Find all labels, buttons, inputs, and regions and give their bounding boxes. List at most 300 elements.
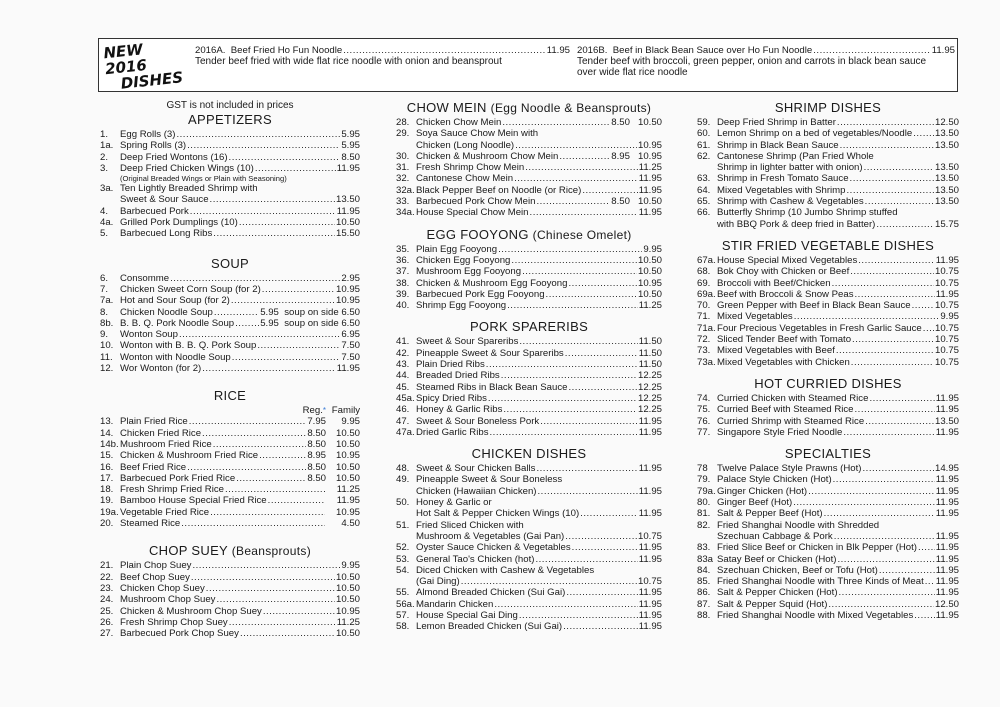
menu-item [697,393,959,404]
item-price: 12.25 [637,370,662,382]
item-name: Salt & Pepper Squid (Hot) [717,598,828,610]
item-note: (Original Breaded Wings or Plain with Seasoning) [120,174,287,184]
item-price-small: 8.50 [611,117,630,128]
item-name: Fresh Shrimp Chow Mein [416,162,525,174]
menu-item [697,345,959,356]
item-price: 11.50 [638,359,662,371]
item-name: Plain Dried Ribs [416,359,485,371]
menu-item [396,289,662,300]
new-dishes-banner [98,38,958,92]
item-number: 71a. [697,322,716,334]
item-price: 11.95 [935,392,959,404]
item-price: 11.95 [638,173,662,185]
item-price: 10.95 [637,277,662,289]
item-name: Pineapple Sweet & Sour Spareribs [416,347,564,359]
item-number: 79a. [697,485,716,497]
menu-item [396,255,662,266]
menu-item [396,542,662,553]
item-name: Ginger Chicken (Hot) [717,485,808,497]
item-name: House Special Chow Mein [416,207,529,219]
section-title: CHICKEN DISHES [471,446,587,462]
menu-item [697,599,959,610]
section-title: EGG FOOYONG (Chinese Omelet) [426,226,632,242]
item-price: 11.95 [638,553,662,565]
item-name: Honey & Garlic Ribs [416,404,503,416]
item-name: with BBQ Pork & deep fried in Batter) [717,218,876,230]
section-title: SHRIMP DISHES [774,100,882,115]
menu-item: 5. Barbecued Long Ribs ..... 15.50 [100,228,360,239]
item-name: Almond Breaded Chicken (Sui Gai) [416,587,566,599]
banner-title-line1: NEW 2016 [102,40,148,79]
item-number: 48. [396,463,410,475]
item-name: House Special Gai Ding [416,609,518,621]
dish-description: Tender beef fried with wide flat rice noodle with onion and beansprout [195,56,502,68]
item-number: 47. [396,415,410,427]
menu-item: 24. Mushroom Chop Suey ..... 10.50 [100,594,360,605]
item-price: 11.95 [935,426,959,438]
section-specialties [697,446,959,621]
menu-item [396,348,662,359]
item-number: 28. [396,117,410,128]
item-number: 37. [396,266,410,278]
section-title: RICE [213,388,247,404]
item-name: Twelve Palace Style Prawns (Hot) [717,463,862,475]
item-name: House Special Mixed Vegetables [717,254,858,266]
item-price: 13.50 [934,196,959,208]
item-name: Curried Shrimp with Steamed Rice [717,415,865,427]
menu-item [396,587,662,598]
item-name: Chicken Chow Mein [416,117,502,128]
item-number: 73a. [697,356,716,368]
item-name: Cantonese Chow Mein [416,173,514,185]
item-number: 47a. [396,426,415,438]
item-number: 85. [697,576,711,588]
menu-item: 14. Chicken Fried Rice ..... 8.50 10.50 [100,428,360,439]
section-title: HOT CURRIED DISHES [754,375,902,391]
new-dish-2016b [577,45,955,78]
item-name: Spicy Dried Ribs [416,392,487,404]
item-price: 11.95 [638,587,662,599]
item-number: 38. [396,277,410,289]
item-number: 35. [396,243,410,255]
menu-item [697,117,959,128]
menu-item [396,266,662,277]
item-number: 44. [396,370,410,382]
menu-item [697,463,959,474]
menu-item: 14b. Mushroom Fried Rice ..... 8.50 10.50 [100,439,360,450]
item-number: 53. [396,553,410,565]
menu-item: 11. Wonton with Noodle Soup ..... 7.50 [100,352,360,363]
item-price: 12.25 [637,392,662,404]
menu-item [697,151,959,162]
menu-item [697,610,959,621]
menu-item [697,173,959,184]
section-hot-curried [697,376,959,438]
item-name: Sliced Tender Beef with Tomato [717,334,852,346]
item-price: 10.50 [637,196,662,208]
section-egg-fooyong [396,227,662,312]
item-name: Chicken (Hawaiian Chicken) [416,485,537,497]
menu-item [697,334,959,345]
item-price: 11.95 [935,497,959,509]
item-price: 10.75 [934,356,959,368]
item-number: 42. [396,347,410,359]
section-title: SPECIALTIES [784,446,872,462]
item-name: Broccoli with Beef/Chicken [717,277,831,289]
menu-item: 4a. Grilled Pork Dumplings (10) ..... 10.50 [100,217,360,228]
item-number: 60. [697,128,711,140]
menu-item-continued [697,162,959,173]
chow-mein-list [396,117,662,219]
gst-note: GST is not included in prices [166,100,294,111]
menu-item [697,266,959,277]
item-number: 29. [396,128,410,140]
item-number: 66. [697,207,711,219]
item-name: Fried Slice Beef or Chicken in Blk Pepper (Hot) [717,542,917,554]
section-title: CHOW MEIN (Egg Noodle & Beansprouts) [406,100,652,115]
item-price: 11.95 [935,576,959,588]
menu-item [697,497,959,508]
dish-price: 11.95 [931,45,955,56]
item-number: 61. [697,139,711,151]
menu-item: 1. Egg Rolls (3) ..... 5.95 [100,129,360,140]
item-price: 10.75 [637,576,662,588]
item-price-small: 8.50 [611,196,630,208]
menu-item [697,278,959,289]
menu-item [396,151,662,162]
item-name: Mixed Vegetables with Beef [717,345,835,357]
menu-item [697,185,959,196]
item-price: 11.95 [638,621,662,633]
item-price: 11.50 [638,336,662,348]
item-name: Hot Salt & Pepper Chicken Wings (10) [416,508,580,520]
item-price: 11.95 [935,474,959,486]
menu-item: 17. Barbecued Pork Fried Rice ..... 8.50 10.50 [100,473,360,484]
item-price: 12.50 [934,598,959,610]
item-price: 10.95 [637,150,662,162]
section-stir-fried [697,238,959,368]
item-name: Mixed Vegetables with Chicken [717,356,850,368]
menu-item [396,463,662,474]
item-price: 9.95 [940,311,959,323]
item-name: Mushroom & Vegetables (Gai Pan) [416,530,565,542]
item-name: Green Pepper with Beef in Black Bean Sauce [717,300,911,312]
menu-column-middle [396,100,662,633]
item-price: 11.95 [935,564,959,576]
menu-item [396,207,662,218]
banner-title-line2: DISHES [119,68,184,93]
reg-label: Reg. [302,405,323,417]
item-price: 10.75 [934,300,959,312]
item-number: 51. [396,519,410,531]
item-name: Chicken (Long Noodle) [416,139,515,151]
menu-item [697,311,959,322]
menu-item [697,576,959,587]
item-number: 49. [396,474,410,486]
item-price: 12.25 [637,404,662,416]
menu-item-continued [396,508,662,519]
item-name: Shrimp Egg Fooyong [416,300,507,312]
item-name: Shrimp with Cashew & Vegetables [717,196,864,208]
item-name: Steamed Ribs in Black Bean Sauce [416,381,568,393]
item-number: 81. [697,508,711,520]
item-name: Shrimp in Fresh Tomato Sauce [717,173,849,185]
item-number: 74. [697,392,711,404]
menu-item [396,599,662,610]
item-number: 79. [697,474,711,486]
menu-item [396,162,662,173]
dish-description: over wide flat rice noodle [577,67,688,79]
menu-item: 3a. Ten Lightly Breaded Shrimp with [100,183,258,195]
item-name: Satay Beef or Chicken (Hot) [717,553,837,565]
item-number: 65. [697,196,711,208]
chicken-dishes-list [396,463,662,632]
item-price: 11.95 [638,415,662,427]
item-price: 13.50 [934,415,959,427]
item-number: 52. [396,542,410,554]
item-price: 11.95 [638,508,662,520]
menu-item [396,128,662,139]
menu-item: 8. Chicken Noodle Soup ..... 5.95 soup on side 6.50 [100,307,360,318]
item-name: Four Precious Vegetables in Fresh Garlic Sauce [717,322,922,334]
item-number: 77. [697,426,711,438]
rice-column-headers [100,405,360,416]
menu-item: 10. Wonton with B. B. Q. Pork Soup ..... 7.50 [100,340,360,351]
item-price: 11.95 [935,485,959,497]
menu-item-continued [697,219,959,230]
item-price: 11.25 [638,300,662,312]
item-name: Mixed Vegetables [717,311,793,323]
menu-item-continued: Sweet & Sour Sauce ..... 13.50 [100,194,360,205]
item-number: 32a. [396,184,415,196]
item-price: 9.95 [643,243,662,255]
menu-item: 27. Barbecued Pork Chop Suey ..... 10.50 [100,628,360,639]
item-price: 11.25 [638,162,662,174]
item-name: Fried Shanghai Noodle with Three Kinds of Meat [717,576,924,588]
item-number: 54. [396,564,410,576]
pork-spareribs-list [396,336,662,438]
item-number: 71. [697,311,711,323]
item-number: 34a. [396,207,415,219]
item-name: Palace Style Chicken (Hot) [717,474,832,486]
item-price: 10.50 [637,117,662,128]
item-price: 11.95 [935,542,959,554]
item-name: General Tao's Chicken (hot) [416,553,535,565]
menu-item [396,196,662,207]
menu-item [697,416,959,427]
menu-item [697,565,959,576]
item-number: 41. [396,336,410,348]
item-price: 12.50 [934,117,959,128]
menu-item-continued [396,486,662,497]
item-number: 82. [697,519,711,531]
menu-item: 7. Chicken Sweet Corn Soup (for 2) ..... 10.95 [100,284,360,295]
item-price: 10.75 [637,530,662,542]
item-price: 13.50 [934,184,959,196]
item-number: 63. [697,173,711,185]
item-name: Lemon Shrimp on a bed of vegetables/Noodle [717,128,913,140]
item-price: 11.95 [638,207,662,219]
item-number: 30. [396,150,410,162]
item-price: 11.95 [935,530,959,542]
item-price: 11.95 [935,587,959,599]
item-name: Curried Beef with Steamed Rice [717,404,854,416]
menu-item [396,173,662,184]
item-number: 31. [396,162,410,174]
menu-column-right [697,100,959,621]
section-appetizers [100,112,360,240]
item-number: 87. [697,598,711,610]
item-name: Honey & Garlic or [416,497,492,509]
item-price: 11.95 [638,598,662,610]
menu-item-continued [697,531,959,542]
item-price: 14.95 [934,463,959,475]
item-price: 10.50 [637,266,662,278]
item-number: 59. [697,117,711,128]
item-number: 40. [396,300,410,312]
item-price: 11.95 [638,609,662,621]
item-number: 83. [697,542,711,554]
menu-item: 9. Wonton Soup ..... 6.95 [100,329,360,340]
item-number: 45a. [396,392,415,404]
item-name: Beef with Broccoli & Snow Peas [717,288,854,300]
menu-item: 23. Chicken Chop Suey ..... 10.50 [100,583,360,594]
menu-item: 21. Plain Chop Suey ..... 9.95 [100,560,360,571]
menu-item [396,520,662,531]
menu-item-continued [396,531,662,542]
item-number: 83a [697,553,714,565]
menu-item: 18. Fresh Shrimp Fried Rice ..... 11.25 [100,484,360,495]
item-price: 11.95 [638,184,662,196]
menu-item [697,300,959,311]
menu-item: 22. Beef Chop Suey ..... 10.50 [100,572,360,583]
item-name: Bok Choy with Chicken or Beef [717,266,850,278]
family-label: Family [331,405,360,417]
menu-item [396,185,662,196]
item-name: Sweet & Sour Spareribs [416,336,519,348]
section-chow-mein [396,100,662,219]
item-name: Breaded Dried Ribs [416,370,500,382]
item-number: 86. [697,587,711,599]
item-price: 11.95 [935,404,959,416]
menu-item [396,416,662,427]
item-name: Chicken & Mushroom Chow Mein [416,150,559,162]
menu-item [396,393,662,404]
dish-name: Beef Fried Ho Fun Noodle [230,45,343,56]
specialties-list [697,463,959,621]
item-name: Oyster Sauce Chicken & Vegetables [416,542,571,554]
menu-item [396,610,662,621]
menu-item [396,427,662,438]
menu-item [697,542,959,553]
shrimp-dishes-list [697,117,959,230]
item-price: 11.95 [935,609,959,621]
menu-item [697,404,959,415]
menu-item: 26. Fresh Shrimp Chop Suey ..... 11.25 [100,617,360,628]
item-price: 13.50 [934,162,959,174]
menu-item: 19. Bamboo House Special Fried Rice ..... 11.95 [100,495,360,506]
item-number: 36. [396,254,410,266]
item-name: Mixed Vegetables with Shrimp [717,184,846,196]
item-number: 80. [697,497,711,509]
menu-item: 3. Deep Fried Chicken Wings (10) ..... 11.95 [100,163,360,174]
menu-item [396,474,662,485]
menu-item: 20. Steamed Rice ..... 4.50 [100,518,360,529]
menu-item [697,427,959,438]
item-name: Singapore Style Fried Noodle [717,426,843,438]
menu-item [396,370,662,381]
menu-item [396,278,662,289]
item-name: Chicken Egg Fooyong [416,254,511,266]
dish-name: Beef in Black Bean Sauce over Ho Fun Noodle [612,45,813,56]
menu-item: 19a. Vegetable Fried Rice ..... 10.95 [100,507,360,518]
item-name: Plain Egg Fooyong [416,243,498,255]
menu-item: 8b. B. B. Q. Pork Noodle Soup ..... 5.95 soup on side 6.50 [100,318,360,329]
menu-item: 2. Deep Fried Wontons (16) ..... 8.50 [100,152,360,163]
item-number: 70. [697,300,711,312]
item-number: 56a. [396,598,415,610]
item-number: 33. [396,196,410,208]
section-title: PORK SPARERIBS [469,319,589,335]
item-number: 57. [396,609,410,621]
dish-price: 11.95 [546,45,570,56]
section-title: STIR FRIED VEGETABLE DISHES [721,237,935,253]
menu-item [697,508,959,519]
menu-item [396,300,662,311]
menu-item: 15. Chicken & Mushroom Fried Rice ..... 8.95 10.95 [100,450,360,461]
menu-item: 25. Chicken & Mushroom Chop Suey ..... 10.95 [100,606,360,617]
menu-item [697,128,959,139]
item-name: Soya Sauce Chow Mein with [416,128,539,140]
menu-item: 6. Consomme ..... 2.95 [100,273,360,284]
item-name: Barbecued Pork Chow Mein [416,196,536,208]
item-number: 88. [697,609,711,621]
menu-item [697,323,959,334]
menu-item [396,621,662,632]
stir-fried-list [697,255,959,368]
menu-item [396,382,662,393]
menu-item: 4. Barbecued Pork ..... 11.95 [100,206,360,217]
item-number: 67a. [697,254,716,266]
menu-item [697,207,959,218]
item-price: 11.95 [935,508,959,520]
section-title: APPETIZERS [188,112,272,127]
menu-item [396,244,662,255]
item-price: 10.50 [637,288,662,300]
item-name: Butterfly Shrimp (10 Jumbo Shrimp stuffed [717,207,898,219]
item-price: 11.95 [638,463,662,475]
item-price: 15.75 [934,218,959,230]
menu-item [697,587,959,598]
item-name: Salt & Pepper Chicken (Hot) [717,587,838,599]
menu-item [697,520,959,531]
dish-description: Tender beef with broccoli, green pepper, onion and carrots in black bean sauce [577,56,927,68]
menu-item [697,255,959,266]
menu-column-left [100,100,360,639]
item-name: Lemon Breaded Chicken (Sui Gai) [416,621,563,633]
item-number: 78 [697,463,708,475]
item-number: 69. [697,277,711,289]
menu-item: 1a. Spring Rolls (3) ..... 5.95 [100,140,360,151]
menu-item [697,289,959,300]
item-number: 43. [396,359,410,371]
item-name: Mandarin Chicken [416,598,494,610]
item-name: Salt & Pepper Beef (Hot) [717,508,823,520]
item-name: Pineapple Sweet & Sour Boneless [416,474,563,486]
item-price: 10.75 [934,277,959,289]
item-price: 11.95 [638,542,662,554]
item-price: 10.95 [637,139,662,151]
